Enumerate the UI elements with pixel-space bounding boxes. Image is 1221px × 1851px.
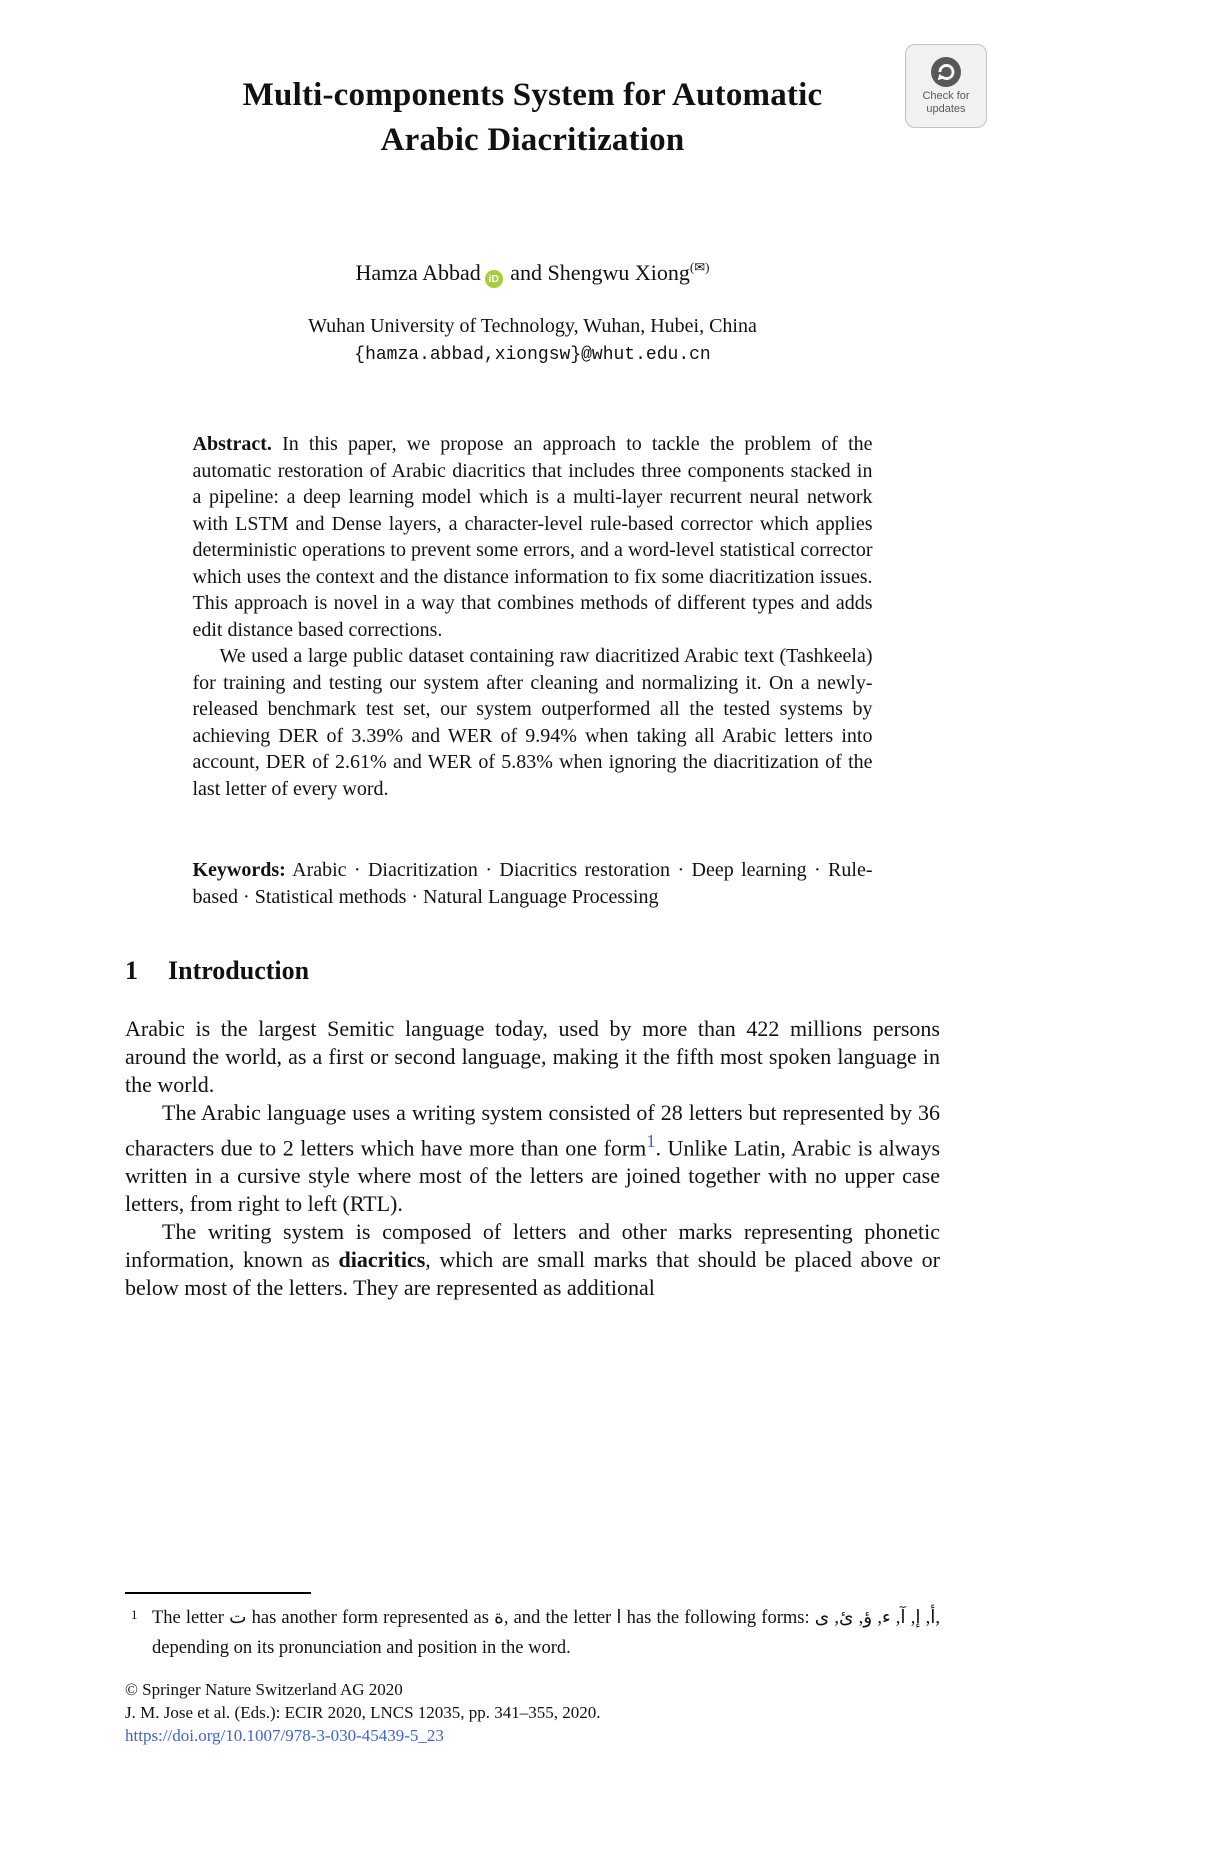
intro-paragraph-3-text-after: , which are small marks that should be placed above or below most of the letters. They are represented as additional	[125, 1247, 940, 1301]
section-title: Introduction	[168, 956, 310, 985]
footnote-ref-1[interactable]: 1	[646, 1131, 656, 1151]
diacritics-term: diacritics	[338, 1247, 426, 1273]
intro-paragraph-2	[125, 1099, 940, 1218]
abstract-text-1: In this paper, we propose an approach to tackle the problem of the automatic restoration of Arabic diacritics that includes three components stacked in a pipeline: a deep learning model which is a multi-layer recurrent neural network with LSTM and Dense layers, a character-level rule-based corrector which applies deterministic operations to prevent some errors, and a word-level statistical corrector which uses the context and the distance information to fix some diacritization issues. This approach is novel in a way that combines methods of different types and adds edit distance based corrections.	[192, 433, 873, 641]
abstract-block	[193, 431, 873, 802]
footnote-text: The letter ت has another form represented as ة, and the letter ا has the following forms: أ, إ, آ, ء, ؤ, ئ, ى, depending on its pronunciation and position in the word.	[152, 1608, 940, 1658]
corresponding-author-mark: (✉)	[689, 259, 710, 275]
keywords-block	[193, 857, 873, 910]
abstract-paragraph-2: We used a large public dataset containing raw diacritized Arabic text (Tashkeela) for training and testing our system after cleaning and normalizing it. On a newly-released benchmark test set, our system outperformed all the tested systems by achieving DER of 3.39% and WER of 9.94% when taking all Arabic letters into account, DER of 2.61% and WER of 5.83% when ignoring the diacritization of the last letter of every word.	[192, 645, 873, 800]
authors-line	[125, 258, 940, 288]
author-2: Shengwu Xiong	[547, 260, 690, 285]
email-address: {hamza.abbad,xiongsw}@whut.edu.cn	[354, 345, 711, 365]
check-for-updates-label: Check for updates	[922, 89, 970, 115]
author-1: Hamza Abbad	[355, 260, 481, 285]
title-line-1: Multi-components System for Automatic	[242, 77, 823, 113]
doi-link[interactable]: https://doi.org/10.1007/978-3-030-45439-5_23	[125, 1726, 444, 1745]
section-number: 1	[125, 956, 138, 985]
affiliation: Wuhan University of Technology, Wuhan, Hubei, China	[308, 315, 757, 337]
abstract-label: Abstract.	[192, 433, 272, 455]
abstract-paragraph-1	[193, 431, 873, 643]
intro-paragraph-3	[125, 1218, 940, 1302]
copyright-line: © Springer Nature Switzerland AG 2020	[125, 1680, 403, 1699]
keywords-label: Keywords:	[192, 859, 286, 881]
intro-paragraph-2-text: The Arabic language uses a writing system consisted of 28 letters but represented by 36 characters due to 2 letters which have more than one form	[125, 1100, 940, 1161]
title-line-2: Arabic Diacritization	[380, 122, 685, 158]
imprint-block	[125, 1678, 940, 1747]
intro-paragraph-3-text: The writing system is composed of letters and other marks representing phonetic information, known as	[125, 1219, 940, 1273]
keywords-text: Arabic · Diacritization · Diacritics restoration · Deep learning · Rule-based · Statistical methods · Natural Language Processing	[192, 859, 873, 908]
footnote-rule	[125, 1592, 311, 1594]
orcid-icon[interactable]: iD	[485, 270, 503, 288]
page-bottom-area	[125, 1592, 940, 1747]
paper-title	[125, 73, 940, 163]
intro-paragraph-2-text-after: . Unlike Latin, Arabic is always written in a cursive style where most of the letters are joined together with no upper case letters, from right to left (RTL).	[125, 1135, 941, 1217]
intro-paragraph-1: Arabic is the largest Semitic language today, used by more than 422 millions persons around the world, as a first or second language, making it the fifth most spoken language in the world.	[125, 1016, 940, 1097]
section-heading-introduction	[125, 955, 940, 987]
paper-content	[125, 0, 940, 1302]
editors-line: J. M. Jose et al. (Eds.): ECIR 2020, LNCS 12035, pp. 341–355, 2020.	[125, 1703, 601, 1722]
footnote-marker: 1	[131, 1607, 138, 1622]
authors-separator: and	[504, 260, 548, 285]
footnote-1	[125, 1603, 940, 1663]
